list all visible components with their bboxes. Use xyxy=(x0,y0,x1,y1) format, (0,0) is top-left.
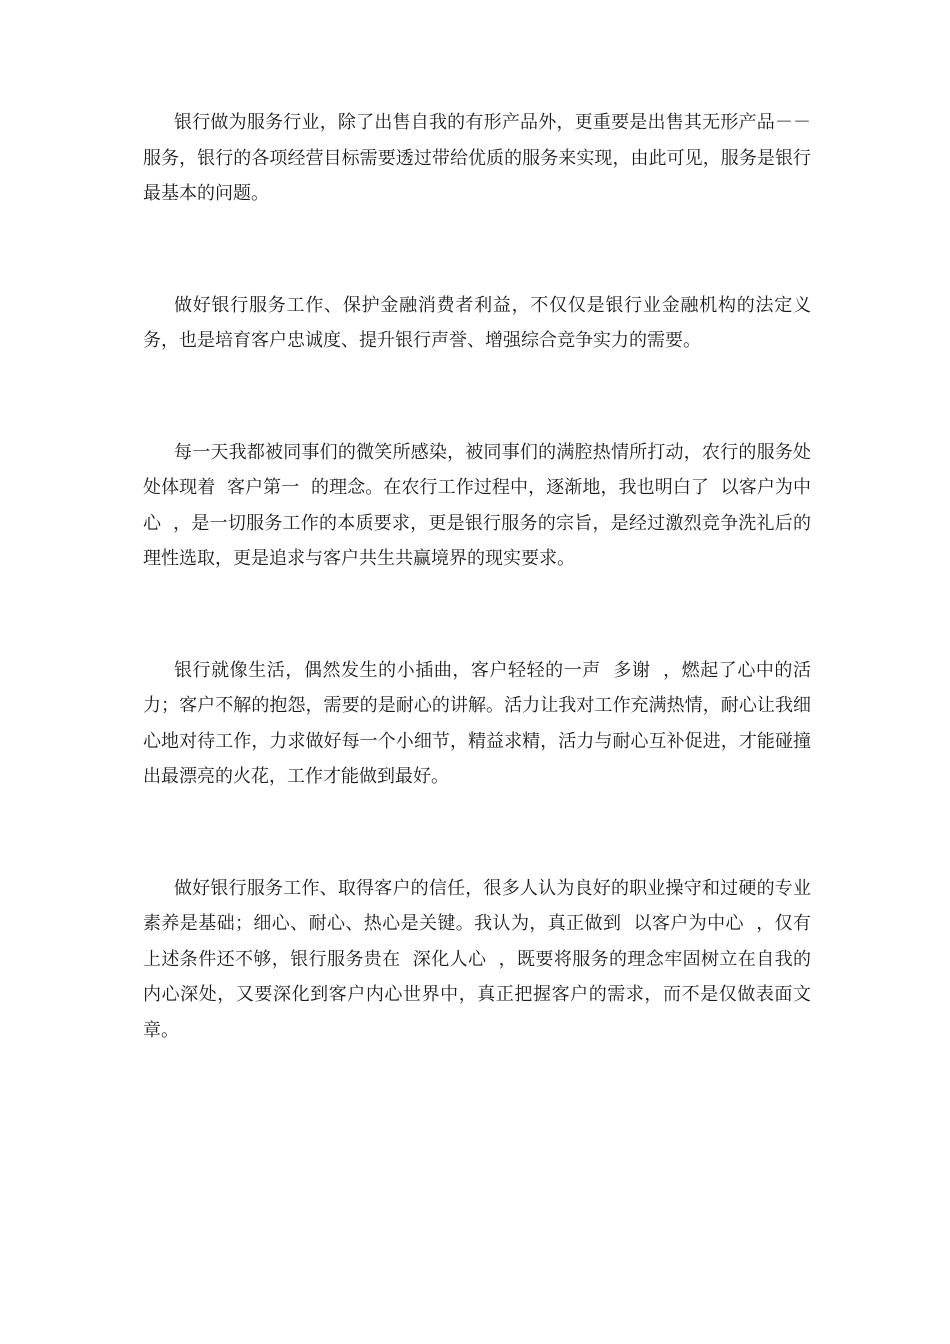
paragraph: 做好银行服务工作、取得客户的信任，很多人认为良好的职业操守和过硬的专业素养是基础；细心、耐心、热心是关键。我认为，真正做到 以客户为中心 ，仅有上述条件还不够，银行服务贵在 深化人心 ，既要将服务的理念牢固树立在自我的内心深处，又要深化到客户内心世界中，真正把握客户的需求，而不是仅做表面文章。 xyxy=(143,877,811,1041)
paragraph: 银行就像生活，偶然发生的小插曲，客户轻轻的一声 多谢 ，燃起了心中的活力；客户不解的抱怨，需要的是耐心的讲解。活力让我对工作充满热情，耐心让我细心地对待工作，力求做好每一个小细节，精益求精，活力与耐心互补促进，才能碰撞出最漂亮的火花，工作才能做到最好。 xyxy=(143,659,811,787)
paragraph: 做好银行服务工作、保护金融消费者利益，不仅仅是银行业金融机构的法定义务，也是培育客户忠诚度、提升银行声誉、增强综合竞争实力的需要。 xyxy=(143,294,811,351)
paragraph: 银行做为服务行业，除了出售自我的有形产品外，更重要是出售其无形产品－－服务，银行的各项经营目标需要透过带给优质的服务来实现，由此可见，服务是银行最基本的问题。 xyxy=(143,112,811,204)
paragraph: 每一天我都被同事们的微笑所感染，被同事们的满腔热情所打动，农行的服务处处体现着 客户第一 的理念。在农行工作过程中，逐渐地，我也明白了 以客户为中心 ，是一切服务工作的本质要求，更是银行服务的宗旨，是经过激烈竞争洗礼后的理性选取，更是追求与客户共生共赢境界的现实要求。 xyxy=(143,441,811,569)
document-body xyxy=(143,105,811,1048)
